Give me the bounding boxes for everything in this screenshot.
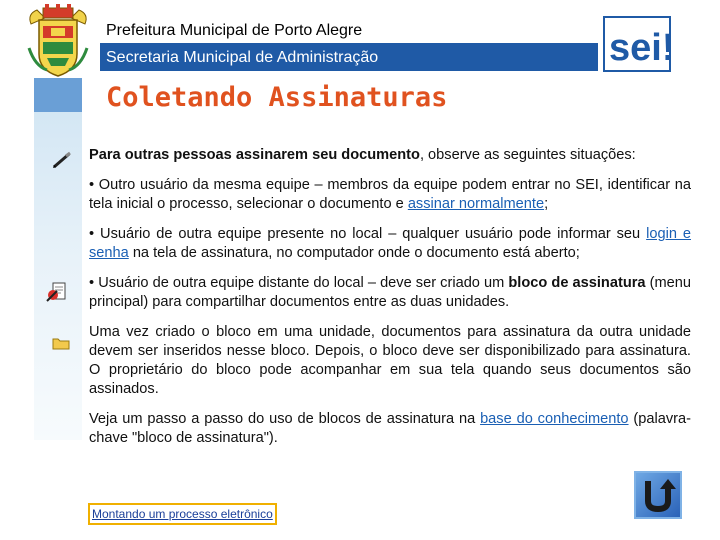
item1-text: • Outro usuário da mesma equipe – membros da equipe podem entrar no SEI, identificar na tela inicial o processo, selecionar o documento e xyxy=(89,177,691,212)
knowledge-base-link[interactable]: base do conhecimento xyxy=(480,411,629,427)
para5-end: (palavra-chave "bloco de assinatura"). xyxy=(89,411,691,446)
item3-end: (menu principal) para compartilhar documentos entre as duas unidades. xyxy=(89,275,692,310)
main-content xyxy=(89,146,691,459)
item2-end: na tela de assinatura, no computador onde o documento está aberto; xyxy=(128,245,580,261)
login-password-link[interactable]: login e senha xyxy=(89,226,691,261)
list-item-other-team-present xyxy=(89,225,691,263)
list-item-same-team xyxy=(89,176,691,214)
intro-bold: Para outras pessoas assinarem seu documento xyxy=(89,147,420,163)
return-button[interactable] xyxy=(634,471,682,519)
intro-rest: , observe as seguintes situações: xyxy=(419,147,636,163)
knowledge-base-paragraph xyxy=(89,410,691,448)
intro-paragraph xyxy=(89,146,691,165)
folder-icon xyxy=(52,336,70,350)
list-item-other-team-remote xyxy=(89,274,691,312)
city-crest-icon xyxy=(25,4,91,78)
item2-text: • Usuário de outra equipe presente no local – qualquer usuário pode informar seu xyxy=(89,226,647,242)
item3-text: • Usuário de outra equipe distante do local – deve ser criado um xyxy=(89,275,509,291)
block-paragraph: Uma vez criado o bloco em uma unidade, documentos para assinatura da outra unidade devem ser inseridos nesse bloco. Depois, o bloco deve ser disponibilizado para assinatura. O proprietário do bloco pode acompanhar em sua tela quando seus documentos são assinados. xyxy=(89,324,691,397)
org-name-line2: Secretaria Municipal de Administração xyxy=(100,43,598,71)
org-name-line1: Prefeitura Municipal de Porto Alegre xyxy=(106,22,363,39)
sei-logo-text: sei! xyxy=(609,27,669,69)
left-sidebar xyxy=(34,78,82,440)
return-arrow-icon xyxy=(636,473,680,517)
sidebar-top-block xyxy=(34,78,82,112)
para5-text: Veja um passo a passo do uso de blocos de assinatura na xyxy=(89,411,481,427)
footer-link-process[interactable]: Montando um processo eletrônico xyxy=(88,503,277,525)
pen-icon xyxy=(51,150,73,170)
item3-bold: bloco de assinatura xyxy=(508,275,646,291)
sei-logo xyxy=(603,16,671,72)
sign-normally-link[interactable]: assinar normalmente xyxy=(407,196,545,212)
page-title: Coletando Assinaturas xyxy=(106,82,448,113)
document-signature-icon xyxy=(45,281,69,303)
sei-logo-mark xyxy=(605,18,669,70)
item1-end: ; xyxy=(544,196,549,212)
